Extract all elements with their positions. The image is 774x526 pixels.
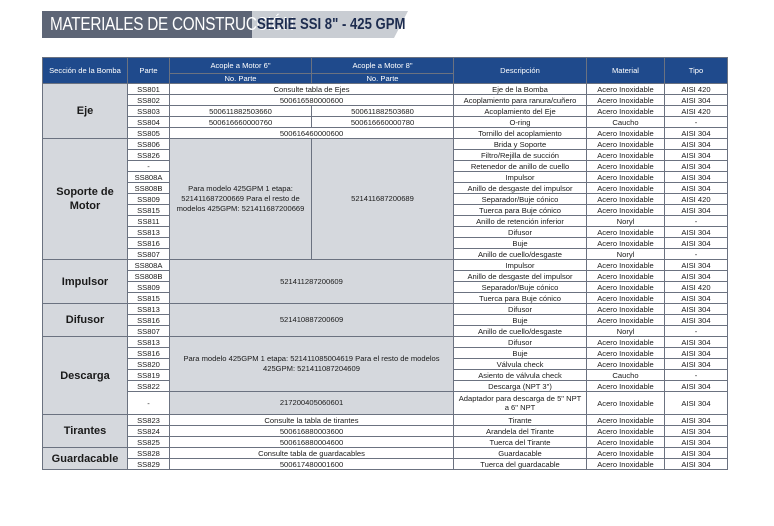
material-cell: Acero Inoxidable xyxy=(587,227,665,238)
type-cell: AISI 304 xyxy=(665,448,728,459)
material-cell: Acero Inoxidable xyxy=(587,260,665,271)
title-bar xyxy=(42,11,408,38)
table-row xyxy=(43,139,728,150)
part-no-m8-cell: 500611882503680 xyxy=(312,106,454,117)
part-cell: SS828 xyxy=(128,448,170,459)
desc-cell: Arandela del Tirante xyxy=(454,426,587,437)
material-cell: Acero Inoxidable xyxy=(587,293,665,304)
part-cell: SS808A xyxy=(128,260,170,271)
header-motor6: Acople a Motor 6" xyxy=(170,58,312,74)
part-no-cell: 500616460000600 xyxy=(170,128,454,139)
material-cell: Acero Inoxidable xyxy=(587,161,665,172)
desc-cell: Tuerca del Tirante xyxy=(454,437,587,448)
material-cell: Acero Inoxidable xyxy=(587,282,665,293)
header-part: Parte xyxy=(128,58,170,84)
material-cell: Acero Inoxidable xyxy=(587,392,665,415)
desc-cell: Filtro/Rejilla de succión xyxy=(454,150,587,161)
part-cell: SS813 xyxy=(128,337,170,348)
material-cell: Acero Inoxidable xyxy=(587,348,665,359)
part-cell: SS815 xyxy=(128,293,170,304)
type-cell: AISI 304 xyxy=(665,183,728,194)
part-cell: SS826 xyxy=(128,150,170,161)
part-no-cell: Consulte tabla de Ejes xyxy=(170,84,454,95)
desc-cell: Retenedor de anillo de cuello xyxy=(454,161,587,172)
material-cell: Acero Inoxidable xyxy=(587,139,665,150)
section-impulsor: Impulsor xyxy=(43,260,128,304)
section-tirantes: Tirantes xyxy=(43,415,128,448)
part-cell: - xyxy=(128,392,170,415)
desc-cell: Impulsor xyxy=(454,172,587,183)
type-cell: AISI 304 xyxy=(665,381,728,392)
type-cell: AISI 304 xyxy=(665,304,728,315)
desc-cell: O-ring xyxy=(454,117,587,128)
part-cell: SS811 xyxy=(128,216,170,227)
desc-cell: Buje xyxy=(454,315,587,326)
part-cell: SS802 xyxy=(128,95,170,106)
desc-cell: Tornillo del acoplamiento xyxy=(454,128,587,139)
part-cell: SS813 xyxy=(128,304,170,315)
desc-cell: Difusor xyxy=(454,227,587,238)
type-cell: AISI 304 xyxy=(665,392,728,415)
material-cell: Noryl xyxy=(587,326,665,337)
material-cell: Acero Inoxidable xyxy=(587,150,665,161)
material-cell: Noryl xyxy=(587,249,665,260)
soporte-m6-cell: Para modelo 425GPM 1 etapa: 521411687200669 Para el resto de modelos 425GPM: 521411687200669 xyxy=(170,139,312,260)
type-cell: AISI 304 xyxy=(665,95,728,106)
type-cell: AISI 304 xyxy=(665,161,728,172)
desc-cell: Separador/Buje cónico xyxy=(454,282,587,293)
table-row xyxy=(43,84,728,95)
header-part-no-m8: No. Parte xyxy=(312,74,454,84)
table-row xyxy=(43,106,728,117)
section-soporte: Soporte de Motor xyxy=(43,139,128,260)
type-cell: - xyxy=(665,326,728,337)
desc-cell: Anillo de desgaste del impulsor xyxy=(454,183,587,194)
desc-cell: Anillo de cuello/desgaste xyxy=(454,326,587,337)
desc-cell: Brida y Soporte xyxy=(454,139,587,150)
table-row xyxy=(43,260,728,271)
material-cell: Caucho xyxy=(587,117,665,128)
material-cell: Acero Inoxidable xyxy=(587,271,665,282)
material-cell: Acero Inoxidable xyxy=(587,172,665,183)
desc-cell: Buje xyxy=(454,348,587,359)
part-no-m6-cell: 500611882503660 xyxy=(170,106,312,117)
part-cell: SS804 xyxy=(128,117,170,128)
header-material: Material xyxy=(587,58,665,84)
desc-cell: Separador/Buje cónico xyxy=(454,194,587,205)
material-cell: Noryl xyxy=(587,216,665,227)
type-cell: AISI 304 xyxy=(665,459,728,470)
type-cell: AISI 304 xyxy=(665,271,728,282)
part-cell: SS823 xyxy=(128,415,170,426)
part-cell: SS825 xyxy=(128,437,170,448)
part-cell: SS809 xyxy=(128,282,170,293)
part-cell: SS801 xyxy=(128,84,170,95)
type-cell: AISI 304 xyxy=(665,359,728,370)
material-cell: Acero Inoxidable xyxy=(587,238,665,249)
table-row xyxy=(43,128,728,139)
materials-table xyxy=(42,57,728,470)
part-cell: SS806 xyxy=(128,139,170,150)
material-cell: Acero Inoxidable xyxy=(587,205,665,216)
type-cell: AISI 304 xyxy=(665,205,728,216)
type-cell: AISI 304 xyxy=(665,315,728,326)
material-cell: Acero Inoxidable xyxy=(587,106,665,117)
type-cell: AISI 304 xyxy=(665,437,728,448)
table-row xyxy=(43,337,728,348)
part-cell: SS807 xyxy=(128,249,170,260)
header-section: Sección de la Bomba xyxy=(43,58,128,84)
part-no-m6-cell: 500616660000760 xyxy=(170,117,312,128)
part-cell: SS816 xyxy=(128,315,170,326)
material-cell: Acero Inoxidable xyxy=(587,194,665,205)
type-cell: - xyxy=(665,370,728,381)
desc-cell: Difusor xyxy=(454,304,587,315)
part-cell: SS809 xyxy=(128,194,170,205)
header-description: Descripción xyxy=(454,58,587,84)
desc-cell: Difusor xyxy=(454,337,587,348)
descarga-npt-part-no-cell: 217200405060601 xyxy=(170,392,454,415)
material-cell: Acero Inoxidable xyxy=(587,381,665,392)
type-cell: AISI 304 xyxy=(665,150,728,161)
part-cell: SS820 xyxy=(128,359,170,370)
material-cell: Acero Inoxidable xyxy=(587,304,665,315)
desc-cell: Tuerca del guardacable xyxy=(454,459,587,470)
type-cell: AISI 304 xyxy=(665,128,728,139)
table-row xyxy=(43,304,728,315)
desc-cell: Válvula check xyxy=(454,359,587,370)
part-no-m8-cell: 500616660000780 xyxy=(312,117,454,128)
page-title: MATERIALES DE CONSTRUCCIÓN xyxy=(50,14,294,34)
desc-cell: Tirante xyxy=(454,415,587,426)
desc-cell: Anillo de cuello/desgaste xyxy=(454,249,587,260)
part-cell: SS803 xyxy=(128,106,170,117)
type-cell: AISI 420 xyxy=(665,106,728,117)
part-cell: SS813 xyxy=(128,227,170,238)
table-row xyxy=(43,437,728,448)
type-cell: AISI 304 xyxy=(665,348,728,359)
material-cell: Acero Inoxidable xyxy=(587,359,665,370)
type-cell: AISI 304 xyxy=(665,238,728,249)
part-no-cell: 500617480001600 xyxy=(170,459,454,470)
material-cell: Acero Inoxidable xyxy=(587,84,665,95)
type-cell: AISI 420 xyxy=(665,282,728,293)
section-descarga: Descarga xyxy=(43,337,128,415)
type-cell: AISI 304 xyxy=(665,172,728,183)
part-cell: SS816 xyxy=(128,348,170,359)
table-row xyxy=(43,95,728,106)
part-cell: SS808A xyxy=(128,172,170,183)
desc-cell: Asiento de válvula check xyxy=(454,370,587,381)
part-cell: SS824 xyxy=(128,426,170,437)
part-cell: SS805 xyxy=(128,128,170,139)
header-part-no-m6: No. Parte xyxy=(170,74,312,84)
type-cell: AISI 304 xyxy=(665,337,728,348)
material-cell: Acero Inoxidable xyxy=(587,337,665,348)
desc-cell: Acoplamiento del Eje xyxy=(454,106,587,117)
type-cell: AISI 304 xyxy=(665,415,728,426)
desc-cell: Buje xyxy=(454,238,587,249)
desc-cell: Guardacable xyxy=(454,448,587,459)
desc-cell: Impulsor xyxy=(454,260,587,271)
table-row xyxy=(43,392,728,415)
desc-cell: Descarga (NPT 3") xyxy=(454,381,587,392)
section-guardacable: Guardacable xyxy=(43,448,128,470)
type-cell: AISI 304 xyxy=(665,227,728,238)
desc-cell: Eje de la Bomba xyxy=(454,84,587,95)
desc-cell: Anillo de desgaste del impulsor xyxy=(454,271,587,282)
section-eje: Eje xyxy=(43,84,128,139)
part-cell: SS807 xyxy=(128,326,170,337)
desc-cell: Anillo de retención inferior xyxy=(454,216,587,227)
header-motor8: Acople a Motor 8" xyxy=(312,58,454,74)
material-cell: Caucho xyxy=(587,370,665,381)
table-row xyxy=(43,448,728,459)
type-cell: - xyxy=(665,117,728,128)
part-cell: SS822 xyxy=(128,381,170,392)
material-cell: Acero Inoxidable xyxy=(587,183,665,194)
desc-cell: Tuerca para Buje cónico xyxy=(454,293,587,304)
type-cell: - xyxy=(665,249,728,260)
part-cell: SS819 xyxy=(128,370,170,381)
material-cell: Acero Inoxidable xyxy=(587,95,665,106)
material-cell: Acero Inoxidable xyxy=(587,415,665,426)
header-type: Tipo xyxy=(665,58,728,84)
difusor-part-no-cell: 521410887200609 xyxy=(170,304,454,337)
part-no-cell: 500616880003600 xyxy=(170,426,454,437)
desc-cell: Acoplamiento para ranura/cuñero xyxy=(454,95,587,106)
section-difusor: Difusor xyxy=(43,304,128,337)
material-cell: Acero Inoxidable xyxy=(587,426,665,437)
part-cell: SS816 xyxy=(128,238,170,249)
part-no-cell: Consulte tabla de guardacables xyxy=(170,448,454,459)
part-cell: SS808B xyxy=(128,271,170,282)
part-no-cell: 500616880004600 xyxy=(170,437,454,448)
type-cell: - xyxy=(665,216,728,227)
part-cell: SS808B xyxy=(128,183,170,194)
desc-cell: Tuerca para Buje cónico xyxy=(454,205,587,216)
type-cell: AISI 304 xyxy=(665,293,728,304)
soporte-m8-cell: 521411687200689 xyxy=(312,139,454,260)
type-cell: AISI 304 xyxy=(665,260,728,271)
material-cell: Acero Inoxidable xyxy=(587,315,665,326)
table-row xyxy=(43,459,728,470)
material-cell: Acero Inoxidable xyxy=(587,437,665,448)
part-no-cell: Consulte la tabla de tirantes xyxy=(170,415,454,426)
type-cell: AISI 420 xyxy=(665,84,728,95)
part-cell: SS815 xyxy=(128,205,170,216)
part-cell: - xyxy=(128,161,170,172)
type-cell: AISI 304 xyxy=(665,139,728,150)
part-cell: SS829 xyxy=(128,459,170,470)
table-row xyxy=(43,117,728,128)
type-cell: AISI 420 xyxy=(665,194,728,205)
type-cell: AISI 304 xyxy=(665,426,728,437)
part-no-cell: 500616580000600 xyxy=(170,95,454,106)
table-row xyxy=(43,426,728,437)
material-cell: Acero Inoxidable xyxy=(587,128,665,139)
material-cell: Acero Inoxidable xyxy=(587,448,665,459)
table-row xyxy=(43,415,728,426)
desc-cell: Adaptador para descarga de 5" NPT a 6" NPT xyxy=(454,392,587,415)
impulsor-part-no-cell: 521411287200609 xyxy=(170,260,454,304)
descarga-part-no-cell: Para modelo 425GPM 1 etapa: 521411085004619 Para el resto de modelos 425GPM: 521411087204609 xyxy=(170,337,454,392)
page-subtitle: SERIE SSI 8" - 425 GPM xyxy=(257,16,406,33)
material-cell: Acero Inoxidable xyxy=(587,459,665,470)
